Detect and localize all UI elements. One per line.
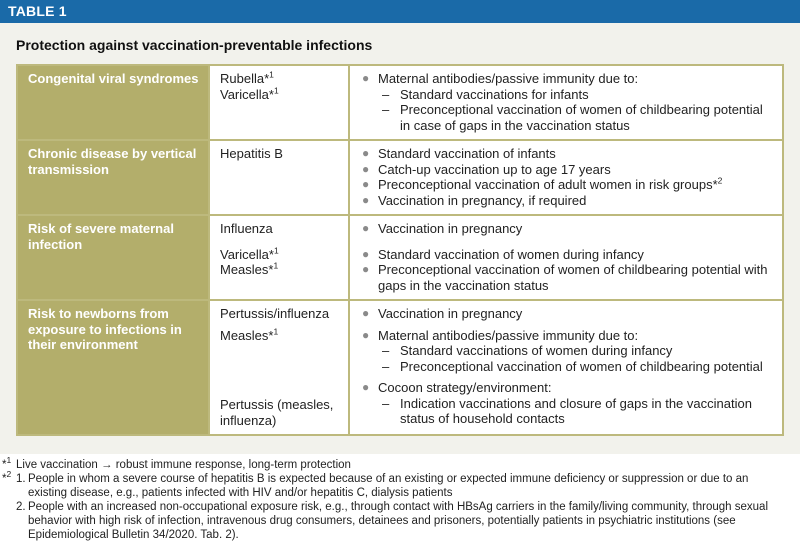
list-item: ● Catch-up vaccination up to age 17 years [362,161,611,177]
pathogen-cell [209,65,349,140]
measures-cell [349,140,783,215]
pathogen-cell [209,300,349,435]
list-item: ● Preconceptional vaccination of adult women in risk groups*$^2$ [362,175,723,192]
footnote-2: *$^2$ 1. People in whom a severe course of hepatitis B is expected because of an existing or expected immune deficiency or suppression or due to an existing disease, e.g., patients infected with HIV and/or hepatitis C, dialysis patients [0,472,792,500]
dash-icon: – [382,395,390,411]
dash-icon: – [382,358,390,374]
bullet-dot-icon: ● [362,327,370,342]
bullet-dot-icon: ● [362,71,370,85]
pathogen-cell [209,140,349,215]
pathogen-item: Measles*$^1$ [220,260,279,277]
list-subitem: – Standard vaccinations of women during infancy [360,343,774,359]
category-cell: Risk of severe maternal infection [17,215,209,300]
footnote-2-item: 2. People with an increased non-occupational exposure risk, e.g., through contact with HBsAg carriers in the family/living community, through sexual behavior with high risk of infection, intravenous drug consumers, detainees and prisoners, potentially patients in psychiatric institutions (see Epidemiological Bulletin 34/2020. Tab. 2). [16,501,768,541]
bullet-dot-icon: ● [362,146,370,160]
footnotes [0,455,792,542]
pathogen-item: Rubella*$^1$ [220,69,274,86]
footnote-2-item: 1. People in whom a severe course of hepatitis B is expected because of an existing or expected immune deficiency or suppression or due to an existing disease, e.g., patients infected with HIV and/or hepatitis C, dialysis patients [16,473,749,499]
list-item: ● Cocoon strategy/environment: [362,380,552,395]
measures-cell [349,215,783,300]
footnote-1: *$^1$ Live vaccination → robust immune response, long-term protection [2,455,351,471]
list-item: ● Vaccination in pregnancy [362,221,523,236]
list-subitem: – Preconceptional vaccination of women of childbearing potential in case of gaps in the vaccination status [360,102,774,133]
table-row [17,300,783,435]
table-label: TABLE 1 [0,0,800,23]
measures-cell [349,300,783,435]
table-title: Protection against vaccination-preventable infections [16,37,373,53]
footnote-2-continued [0,500,792,542]
dash-icon: – [382,343,390,358]
category-cell: Congenital viral syndromes [17,65,209,140]
bullet-dot-icon: ● [362,380,370,394]
list-item: ● Vaccination in pregnancy, if required [362,192,587,208]
dash-icon: – [382,86,390,102]
pathogen-item: Pertussis (measles, influenza) [220,397,334,428]
bullet-dot-icon: ● [362,177,370,191]
table-row [17,140,783,215]
list-subitem: – Indication vaccinations and closure of gaps in the vaccination status of household contacts [360,396,774,427]
pathogen-item: Pertussis/influenza [220,306,330,321]
bullet-dot-icon: ● [362,221,370,235]
pathogen-item: Hepatitis B [220,146,283,161]
list-subitem: – Preconceptional vaccination of women of childbearing potential [360,359,774,375]
list-item: ● Maternal antibodies/passive immunity due to: [362,71,639,86]
vaccination-table [16,64,784,436]
category-cell: Risk to newborns from exposure to infections in their environment [17,300,209,435]
bullet-dot-icon: ● [362,161,370,176]
list-item: ● Vaccination in pregnancy [362,306,523,321]
list-subitem: – Standard vaccinations for infants [360,87,774,103]
pathogen-item: Influenza [220,221,273,236]
table-panel [0,23,800,454]
bullet-dot-icon: ● [362,262,370,276]
dash-icon: – [382,102,390,117]
bullet-dot-icon: ● [362,306,370,320]
pathogen-item: Varicella*$^1$ [220,85,279,102]
category-cell: Chronic disease by vertical transmission [17,140,209,215]
bullet-dot-icon: ● [362,192,370,207]
measures-cell [349,65,783,140]
list-item: ● Standard vaccination of infants [362,146,556,161]
bullet-dot-icon: ● [362,246,370,261]
pathogen-item: Measles*$^1$ [220,326,279,343]
table-row [17,215,783,300]
list-item: ● Maternal antibodies/passive immunity due to: [362,327,639,343]
table-row [17,65,783,140]
pathogen-item: Varicella*$^1$ [220,245,279,262]
list-item: ● Standard vaccination of women during infancy [362,246,644,262]
list-item: ● Preconceptional vaccination of women of childbearing potential with gaps in the vaccination status [362,262,768,293]
pathogen-cell [209,215,349,300]
